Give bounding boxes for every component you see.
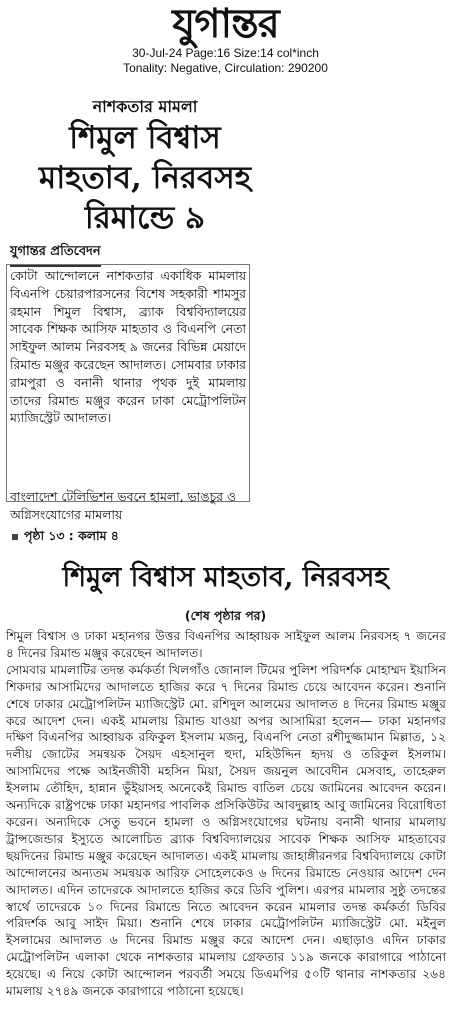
article-kicker: নাশকতার মামলা: [92, 97, 198, 116]
jump-reference: [12, 528, 119, 548]
newspaper-masthead: [0, 0, 451, 75]
article-intro-text: কোটা আন্দোলনে নাশকতার একাধিক মামলায় বিএনপি চেয়ারপারসনের বিশেষ সহকারী শামসুর রহমান শিমুল বিশ্বাস, ব্র্যাক বিশ্ববিদ্যালয়ের সাবেক শিক্ষক আসিফ মাহতাব ও বিএনপি নেতা সাইফুল আলম নিরবসহ ৯ জনের বিভিন্ন মেয়াদে রিমান্ড মঞ্জুর করেছেন আদালত। সোমবার ঢাকার রামপুরা ও বনানী থানার পৃথক দুই মামলায় তাদের রিমান্ড মঞ্জুর করেন ঢাকা মেট্রোপলিটন ম্যাজিস্ট্রেট আদালত।: [10, 268, 246, 426]
bullet-square-icon: [12, 534, 18, 540]
article-headline: [0, 118, 290, 238]
article-byline: যুগান্তর প্রতিবেদন: [10, 242, 101, 267]
article-intro-continued: বাংলাদেশ টেলিভিশন ভবনে হামলা, ভাঙচুর ও অগ্নিসংযোগের মামলায়: [10, 489, 237, 522]
clipping-tonality-line: Tonality: Negative, Circulation: 290200: [123, 61, 328, 75]
continuation-headline: শিমুল বিশ্বাস মাহতাব, নিরবসহ: [62, 562, 389, 593]
headline-line: মাহতাব, নিরবসহ: [38, 160, 252, 196]
headline-line: শিমুল বিশ্বাস: [69, 120, 221, 156]
headline-line: রিমান্ডে ৯: [84, 200, 206, 236]
jump-label: পৃষ্ঠা ১৩ : কলাম ৪: [24, 528, 119, 543]
newspaper-logo: যুগান্তর: [172, 0, 279, 47]
clipping-meta-line: 30-Jul-24 Page:16 Size:14 col*inch: [132, 46, 319, 60]
continuation-subhead: (শেষ পৃষ্ঠার পর): [184, 608, 267, 623]
body-paragraph: শিমুল বিশ্বাস ও ঢাকা মহানগর উত্তর বিএনপির আহ্বায়ক সাইফুল আলম নিরবসহ ৭ জনের ৪ দিনের রিমান্ড মঞ্জুর করেছেন আদালত।: [6, 629, 446, 660]
article-intro-box: [6, 264, 250, 502]
body-paragraph: সোমবার মামলাটির তদন্ত কর্মকর্তা খিলগাঁও জোনাল টিমের পুলিশ পরিদর্শক মোহাম্মদ ইয়াসিন শিকদার আসামিদের আদালতে হাজির করে ৭ দিনের রিমান্ড চেয়ে আবেদন করেন। শুনানি শেষে ঢাকার মেট্রোপলিটন ম্যাজিস্ট্রেট মো. রশিদুল আলমের আদালত ৪ দিনের রিমান্ড মঞ্জুর করে আদেশ দেন। একই মামলায় রিমান্ড যাওয়া অপর আসামিরা হলেন— ঢাকা মহানগর দক্ষিণ বিএনপির আহ্বায়ক রফিকুল ইসলাম মজনু, বিএনপি নেতা রশীদুজ্জামান মিল্লাত, ১২ দলীয় জোটের সমন্বয়ক সৈয়দ এহসানুল হুদা, মহিউদ্দিন হৃদয় ও তরিকুল ইসলাম। আসামিদের পক্ষে আইনজীবী মহসিন মিয়া, সৈয়দ জয়নুল আবেদীন মেসবাহ, তাহেরুল ইসলাম তৌহিদ, হান্নান ভুঁইয়াসহ অনেকেই রিমান্ড বাতিল চেয়ে জামিনের আবেদন করেন। অন্যদিকে রাষ্ট্রপক্ষে ঢাকা মহানগর পাবলিক প্রসিকিউটর আবদুল্লাহ আবু জামিনের বিরোধিতা করেন। অন্যদিকে সেতু ভবনে হামলা ও অগ্নিসংযোগের ঘটনায় বনানী থানার মামলায় ট্রান্সজেন্ডার ইস্যুতে আলোচিত ব্র্যাক বিশ্ববিদ্যালয়ের সাবেক শিক্ষক আসিফ মাহতাবের ছয়দিনের রিমান্ড মঞ্জুর করেছেন আদালত। একই মামলায় জাহাঙ্গীরনগর বিশ্ববিদ্যালয়ে কোটা আন্দোলনের অন্যতম সমন্বয়ক আরিফ সোহেলকেও ৬ দিনের রিমান্ডে নেওয়ার আদেশ দেন আদালত। এদিন তাদেরকে আদালতে হাজির করে ডিবি পুলিশ। এরপর মামলার সুষ্ঠু তদন্তের স্বার্থে তাদেরকে ১০ দিনের রিমান্ডে নিতে আবেদন করেন মামলার তদন্ত কর্মকর্তা ডিবির পরিদর্শক আবু সাইদ মিয়া। শুনানি শেষে ঢাকার মেট্রোপলিটন ম্যাজিস্ট্রেট মো. মইনুল ইসলামের আদালত ৬ দিনের রিমান্ড মঞ্জুর করে আদেশ দেন। এছাড়াও এদিন ঢাকার মেট্রোপলিটন এলাকা থেকে নাশকতার মামলায় গ্রেফতার ১১৯ জনকে কারাগারে পাঠানো হয়েছে। এ নিয়ে কোটা আন্দোলন পরবর্তী সময়ে ডিএমপির ৫০টি থানার নাশকতার ২৬৪ মামলায় ২৭৪৯ জনকে কারাগারে পাঠানো হয়েছে।: [6, 662, 447, 999]
continuation-body: [6, 628, 446, 1000]
